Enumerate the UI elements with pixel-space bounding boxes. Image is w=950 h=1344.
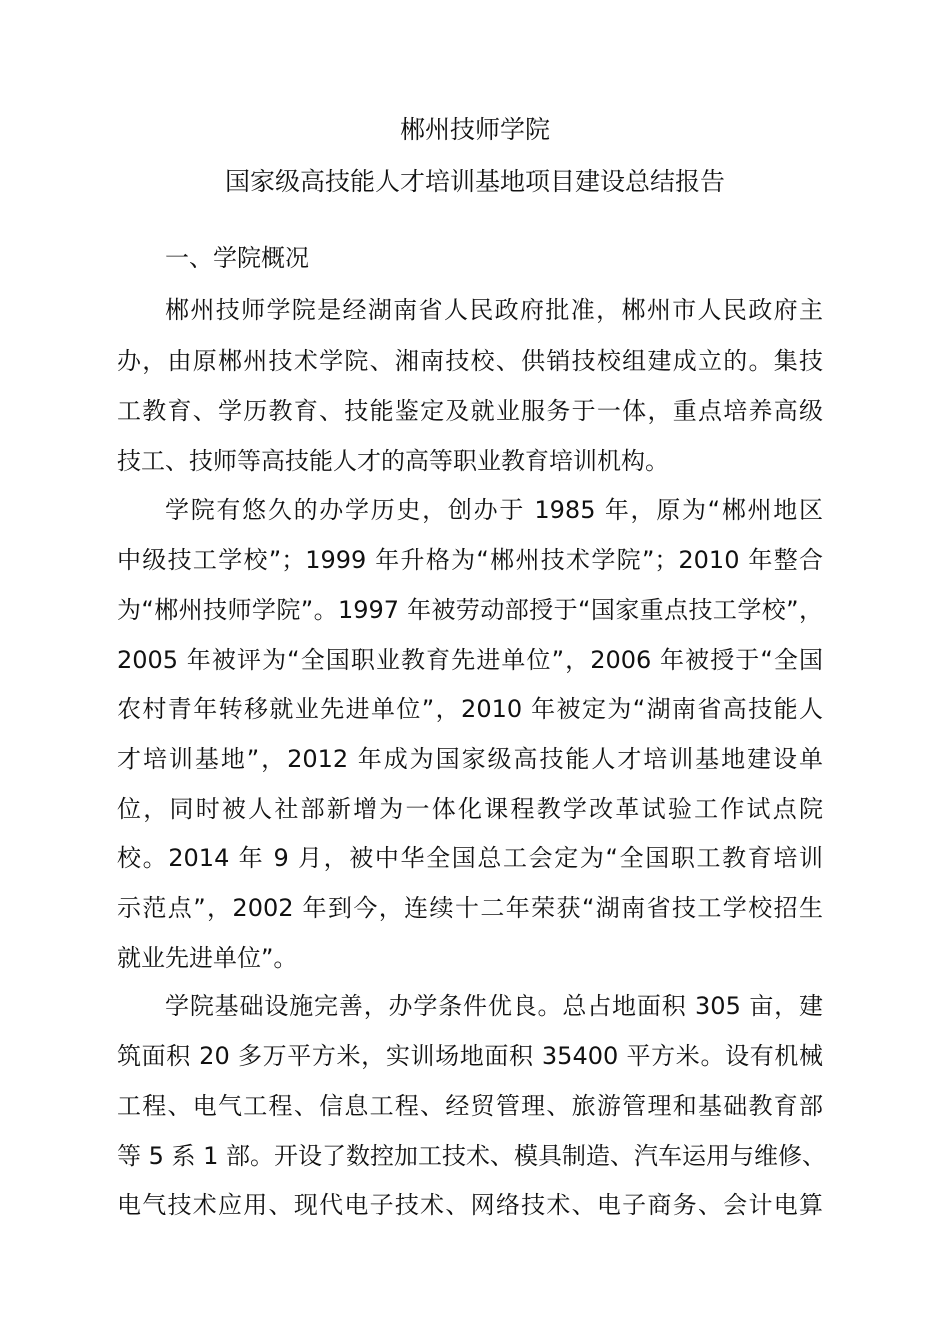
- paragraph-1-line-2: 办，由原郴州技术学院、湘南技校、供销技校组建成立的。集技: [117, 347, 823, 375]
- paragraph-3-line-5: 电气技术应用、现代电子技术、网络技术、电子商务、会计电算: [117, 1191, 823, 1219]
- paragraph-2-line-7: 位，同时被人社部新增为一体化课程教学改革试验工作试点院: [117, 795, 823, 823]
- paragraph-2-line-1: 学院有悠久的办学历史，创办于 1985 年，原为“郴州地区: [165, 496, 823, 524]
- paragraph-3-line-4: 等 5 系 1 部。开设了数控加工技术、模具制造、汽车运用与维修、: [117, 1142, 827, 1170]
- paragraph-2-line-2: 中级技工学校”；1999 年升格为“郴州技术学院”；2010 年整合: [117, 546, 823, 574]
- paragraph-1-line-1: 郴州技师学院是经湖南省人民政府批准，郴州市人民政府主: [165, 296, 823, 324]
- paragraph-1-line-3: 工教育、学历教育、技能鉴定及就业服务于一体，重点培养高级: [117, 397, 823, 425]
- section-heading-overview: 一、学院概况: [165, 244, 309, 272]
- document-title-report: 国家级高技能人才培训基地项目建设总结报告: [224, 167, 725, 196]
- paragraph-3-line-1: 学院基础设施完善，办学条件优良。总占地面积 305 亩，建: [165, 992, 823, 1020]
- paragraph-2-line-10: 就业先进单位”。: [117, 944, 298, 972]
- paragraph-2-line-5: 农村青年转移就业先进单位”，2010 年被定为“湖南省高技能人: [117, 695, 823, 723]
- document-title-school: 郴州技师学院: [399, 115, 550, 144]
- paragraph-3-line-3: 工程、电气工程、信息工程、经贸管理、旅游管理和基础教育部: [117, 1092, 823, 1120]
- paragraph-2-line-4: 2005 年被评为“全国职业教育先进单位”，2006 年被授于“全国: [117, 646, 823, 674]
- paragraph-2-line-8: 校。2014 年 9 月，被中华全国总工会定为“全国职工教育培训: [117, 844, 823, 872]
- paragraph-2-line-9: 示范点”，2002 年到今，连续十二年荣获“湖南省技工学校招生: [117, 894, 823, 922]
- paragraph-3-line-2: 筑面积 20 多万平方米，实训场地面积 35400 平方米。设有机械: [117, 1042, 823, 1070]
- paragraph-2-line-6: 才培训基地”，2012 年成为国家级高技能人才培训基地建设单: [117, 745, 823, 773]
- paragraph-1-line-4: 技工、技师等高技能人才的高等职业教育培训机构。: [117, 447, 669, 475]
- paragraph-2-line-3: 为“郴州技师学院”。1997 年被劳动部授于“国家重点技工学校”，: [117, 596, 823, 624]
